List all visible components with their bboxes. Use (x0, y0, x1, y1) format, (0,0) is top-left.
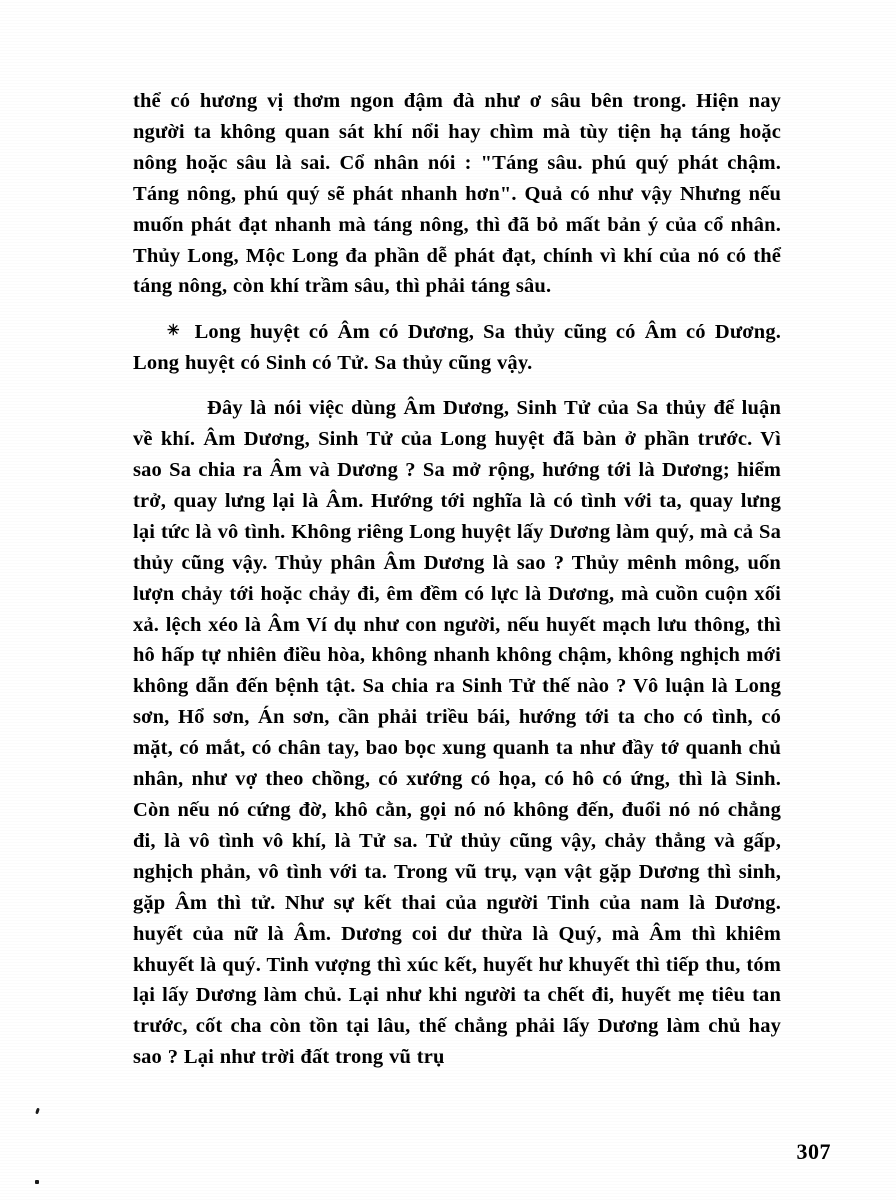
body-text-column (133, 86, 781, 1073)
body-paragraph-1: thể có hương vị thơm ngon đậm đà như ơ sâu bên trong. Hiện nay người ta không quan sát khí nổi hay chìm mà tùy tiện hạ táng hoặc nông hoặc sâu là sai. Cổ nhân nói : "Táng sâu. phú quý phát chậm. Táng nông, phú quý sẽ phát nhanh hơn". Quả có như vậy Nhưng nếu muốn phát đạt nhanh mà táng nông, thì đã bỏ mất bản ý của cổ nhân. Thủy Long, Mộc Long đa phần dễ phát đạt, chính vì khí của nó có thể táng nông, còn khí trầm sâu, thì phải táng sâu. (133, 90, 781, 298)
body-paragraph-2-text: Long huyệt có Âm có Dương, Sa thủy cũng có Âm có Dương. Long huyệt có Sinh có Tử. Sa thủy cũng vậy. (133, 321, 782, 375)
asterisk-bullet-icon: ✳ (167, 323, 180, 340)
scan-artifact-speck-upper (35, 1108, 40, 1115)
body-paragraph-2 (133, 316, 781, 379)
bullet-spacer (180, 321, 195, 343)
scan-artifact-speck-lower (35, 1180, 39, 1184)
page-number: 307 (796, 1139, 831, 1164)
body-paragraph-3: Đây là nói việc dùng Âm Dương, Sinh Tử của Sa thủy để luận về khí. Âm Dương, Sinh Tử của Long huyệt đã bàn ở phần trước. Vì sao Sa chia ra Âm và Dương ? Sa mở rộng, hướng tới là Dương; hiểm trở, quay lưng lại là Âm. Hướng tới nghĩa là có tình với ta, quay lưng lại tức là vô tình. Không riêng Long huyệt lấy Dương làm quý, mà cả Sa thủy cũng vậy. Thủy phân Âm Dương là sao ? Thủy mênh mông, uốn lượn chảy tới hoặc chảy đi, êm đềm có lực là Dương, mà cuồn cuộn xối xả. lệch xéo là Âm Ví dụ như con người, nếu huyết mạch lưu thông, thì hô hấp tự nhiên điều hòa, không nhanh không chậm, không nghịch mới không dẫn đến bệnh tật. Sa chia ra Sinh Tử thế nào ? Vô luận là Long sơn, Hổ sơn, Án sơn, cần phải triều bái, hướng tới ta cho có tình, có mặt, có mắt, có chân tay, bao bọc xung quanh ta như đầy tớ quanh chủ nhân, như vợ theo chồng, có xướng có họa, có hô có ứng, thì là Sinh. Còn nếu nó cứng đờ, khô cằn, gọi nó nó không đến, đuổi nó nó chẳng đi, là vô tình vô khí, là Tử sa. Tử thủy cũng vậy, chảy thẳng và gấp, nghịch phản, vô tình với ta. Trong vũ trụ, vạn vật gặp Dương thì sinh, gặp Âm thì tử. Như sự kết thai của người Tinh của nam là Dương. huyết của nữ là Âm. Dương coi dư thừa là Quý, mà Âm thì khiêm khuyết là quý. Tinh vượng thì xúc kết, huyết hư khuyết thì tiếp thu, tóm lại lấy Dương làm chủ. Lại như khi người ta chết đi, huyết mẹ tiêu tan trước, cốt cha còn tồn tại lâu, thế chẳng phải lấy Dương làm chủ hay sao ? Lại như trời đất trong vũ trụ (133, 397, 781, 1069)
